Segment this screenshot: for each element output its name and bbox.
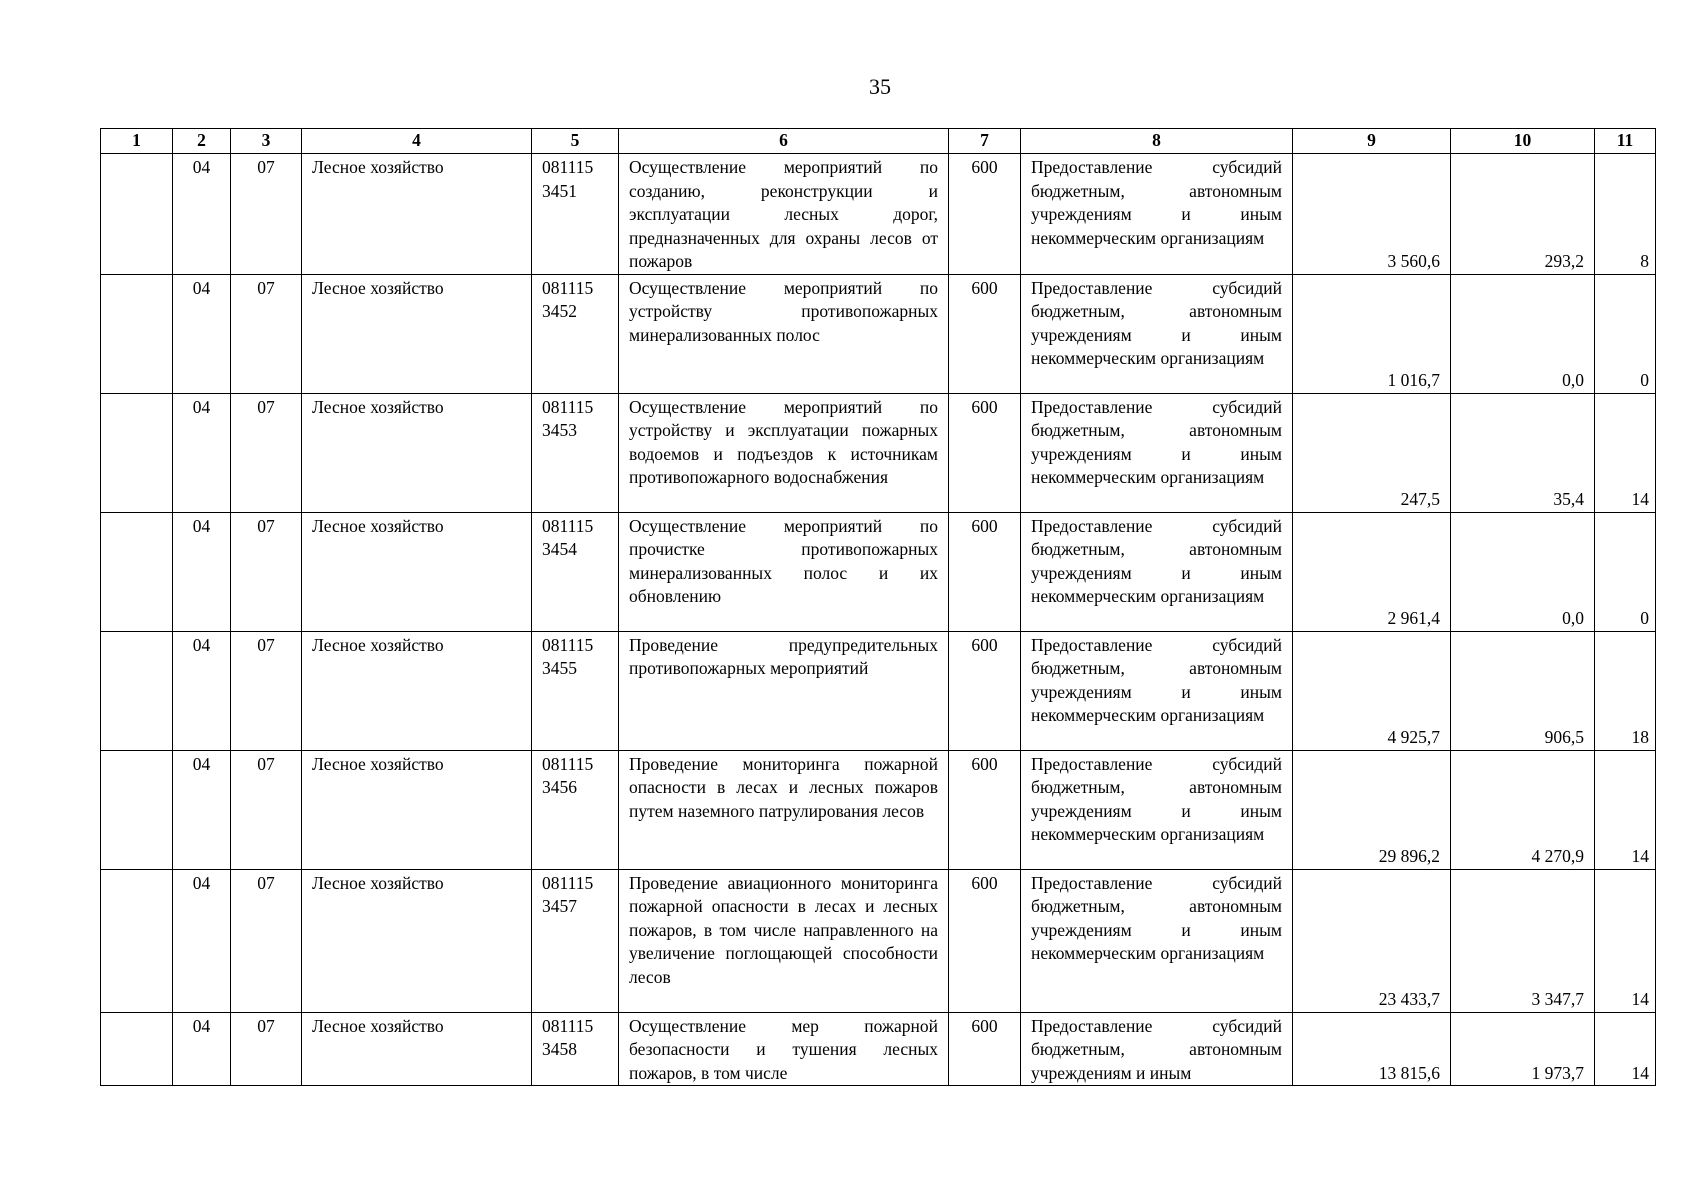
cell-expense-name: Предоставление субсидий бюджетным, автономным учреждениям и иным xyxy=(1021,1012,1293,1086)
header-col-7: 7 xyxy=(949,129,1021,154)
table-row xyxy=(101,1012,1656,1086)
cell-expense-type: 600 xyxy=(949,154,1021,275)
cell-subsection: 07 xyxy=(231,1012,302,1086)
cell-section: 04 xyxy=(173,1012,231,1086)
cell-activity: Осуществление мероприятий по устройству и эксплуатации пожарных водоемов и подъездов к источникам противопожарного водоснабжения xyxy=(619,393,949,512)
cell-col-1 xyxy=(101,631,173,750)
cell-section-name: Лесное хозяйство xyxy=(302,512,532,631)
cell-col-1 xyxy=(101,750,173,869)
cell-expense-name: Предоставление субсидий бюджетным, автономным учреждениям и иным некоммерческим организациям xyxy=(1021,393,1293,512)
cell-target-code: 081115 3454 xyxy=(532,512,619,631)
cell-section: 04 xyxy=(173,154,231,275)
cell-subsection: 07 xyxy=(231,393,302,512)
cell-amount: 29 896,2 xyxy=(1293,750,1451,869)
cell-executed: 4 270,9 xyxy=(1451,750,1595,869)
cell-expense-type: 600 xyxy=(949,869,1021,1012)
cell-expense-name: Предоставление субсидий бюджетным, автономным учреждениям и иным некоммерческим организациям xyxy=(1021,631,1293,750)
cell-col-1 xyxy=(101,1012,173,1086)
cell-subsection: 07 xyxy=(231,631,302,750)
cell-percent: 18 xyxy=(1595,631,1656,750)
cell-amount: 1 016,7 xyxy=(1293,274,1451,393)
cell-subsection: 07 xyxy=(231,750,302,869)
cell-percent: 0 xyxy=(1595,274,1656,393)
table-row xyxy=(101,512,1656,631)
cell-subsection: 07 xyxy=(231,869,302,1012)
cell-percent: 14 xyxy=(1595,1012,1656,1086)
cell-target-code: 081115 3452 xyxy=(532,274,619,393)
cell-percent: 0 xyxy=(1595,512,1656,631)
cell-expense-type: 600 xyxy=(949,274,1021,393)
cell-expense-type: 600 xyxy=(949,1012,1021,1086)
cell-activity: Осуществление мероприятий по созданию, реконструкции и эксплуатации лесных дорог, предназначенных для охраны лесов от пожаров xyxy=(619,154,949,275)
cell-executed: 3 347,7 xyxy=(1451,869,1595,1012)
table-row xyxy=(101,869,1656,1012)
table-row xyxy=(101,393,1656,512)
cell-amount: 23 433,7 xyxy=(1293,869,1451,1012)
cell-section-name: Лесное хозяйство xyxy=(302,274,532,393)
cell-amount: 3 560,6 xyxy=(1293,154,1451,275)
cell-subsection: 07 xyxy=(231,512,302,631)
cell-expense-type: 600 xyxy=(949,512,1021,631)
cell-activity: Проведение предупредительных противопожарных мероприятий xyxy=(619,631,949,750)
header-col-8: 8 xyxy=(1021,129,1293,154)
cell-percent: 14 xyxy=(1595,393,1656,512)
cell-col-1 xyxy=(101,512,173,631)
cell-subsection: 07 xyxy=(231,274,302,393)
cell-target-code: 081115 3453 xyxy=(532,393,619,512)
header-col-1: 1 xyxy=(101,129,173,154)
cell-target-code: 081115 3455 xyxy=(532,631,619,750)
table-row xyxy=(101,154,1656,275)
table-row xyxy=(101,631,1656,750)
cell-executed: 0,0 xyxy=(1451,274,1595,393)
cell-expense-name: Предоставление субсидий бюджетным, автономным учреждениям и иным некоммерческим организациям xyxy=(1021,154,1293,275)
cell-expense-type: 600 xyxy=(949,750,1021,869)
table-row xyxy=(101,274,1656,393)
cell-amount: 4 925,7 xyxy=(1293,631,1451,750)
cell-expense-name: Предоставление субсидий бюджетным, автономным учреждениям и иным некоммерческим организациям xyxy=(1021,512,1293,631)
header-col-4: 4 xyxy=(302,129,532,154)
cell-amount: 13 815,6 xyxy=(1293,1012,1451,1086)
cell-section: 04 xyxy=(173,869,231,1012)
cell-activity: Осуществление мероприятий по устройству противопожарных минерализованных полос xyxy=(619,274,949,393)
cell-percent: 14 xyxy=(1595,750,1656,869)
cell-target-code: 081115 3451 xyxy=(532,154,619,275)
cell-expense-name: Предоставление субсидий бюджетным, автономным учреждениям и иным некоммерческим организациям xyxy=(1021,750,1293,869)
cell-section-name: Лесное хозяйство xyxy=(302,631,532,750)
cell-executed: 1 973,7 xyxy=(1451,1012,1595,1086)
page-number: 35 xyxy=(869,74,891,99)
cell-section: 04 xyxy=(173,512,231,631)
budget-table xyxy=(100,128,1656,1086)
header-col-2: 2 xyxy=(173,129,231,154)
cell-expense-name: Предоставление субсидий бюджетным, автономным учреждениям и иным некоммерческим организациям xyxy=(1021,869,1293,1012)
cell-expense-type: 600 xyxy=(949,631,1021,750)
cell-subsection: 07 xyxy=(231,154,302,275)
cell-col-1 xyxy=(101,274,173,393)
header-col-3: 3 xyxy=(231,129,302,154)
cell-amount: 2 961,4 xyxy=(1293,512,1451,631)
cell-expense-name: Предоставление субсидий бюджетным, автономным учреждениям и иным некоммерческим организациям xyxy=(1021,274,1293,393)
cell-activity: Проведение авиационного мониторинга пожарной опасности в лесах и лесных пожаров, в том числе направленного на увеличение поглощающей способности лесов xyxy=(619,869,949,1012)
header-col-9: 9 xyxy=(1293,129,1451,154)
cell-section: 04 xyxy=(173,750,231,869)
cell-percent: 14 xyxy=(1595,869,1656,1012)
cell-activity: Осуществление мероприятий по прочистке противопожарных минерализованных полос и их обновлению xyxy=(619,512,949,631)
cell-section-name: Лесное хозяйство xyxy=(302,393,532,512)
cell-executed: 906,5 xyxy=(1451,631,1595,750)
table-row xyxy=(101,750,1656,869)
table-header xyxy=(101,129,1656,154)
cell-target-code: 081115 3458 xyxy=(532,1012,619,1086)
cell-target-code: 081115 3457 xyxy=(532,869,619,1012)
cell-amount: 247,5 xyxy=(1293,393,1451,512)
cell-col-1 xyxy=(101,869,173,1012)
cell-expense-type: 600 xyxy=(949,393,1021,512)
cell-section: 04 xyxy=(173,631,231,750)
cell-executed: 35,4 xyxy=(1451,393,1595,512)
cell-section-name: Лесное хозяйство xyxy=(302,1012,532,1086)
cell-target-code: 081115 3456 xyxy=(532,750,619,869)
cell-percent: 8 xyxy=(1595,154,1656,275)
header-col-5: 5 xyxy=(532,129,619,154)
cell-executed: 293,2 xyxy=(1451,154,1595,275)
cell-activity: Осуществление мер пожарной безопасности и тушения лесных пожаров, в том числе xyxy=(619,1012,949,1086)
header-col-10: 10 xyxy=(1451,129,1595,154)
cell-section-name: Лесное хозяйство xyxy=(302,750,532,869)
cell-executed: 0,0 xyxy=(1451,512,1595,631)
header-row xyxy=(101,129,1656,154)
header-col-6: 6 xyxy=(619,129,949,154)
header-col-11: 11 xyxy=(1595,129,1656,154)
cell-section-name: Лесное хозяйство xyxy=(302,869,532,1012)
cell-activity: Проведение мониторинга пожарной опасности в лесах и лесных пожаров путем наземного патрулирования лесов xyxy=(619,750,949,869)
cell-col-1 xyxy=(101,154,173,275)
cell-col-1 xyxy=(101,393,173,512)
cell-section: 04 xyxy=(173,274,231,393)
cell-section-name: Лесное хозяйство xyxy=(302,154,532,275)
cell-section: 04 xyxy=(173,393,231,512)
